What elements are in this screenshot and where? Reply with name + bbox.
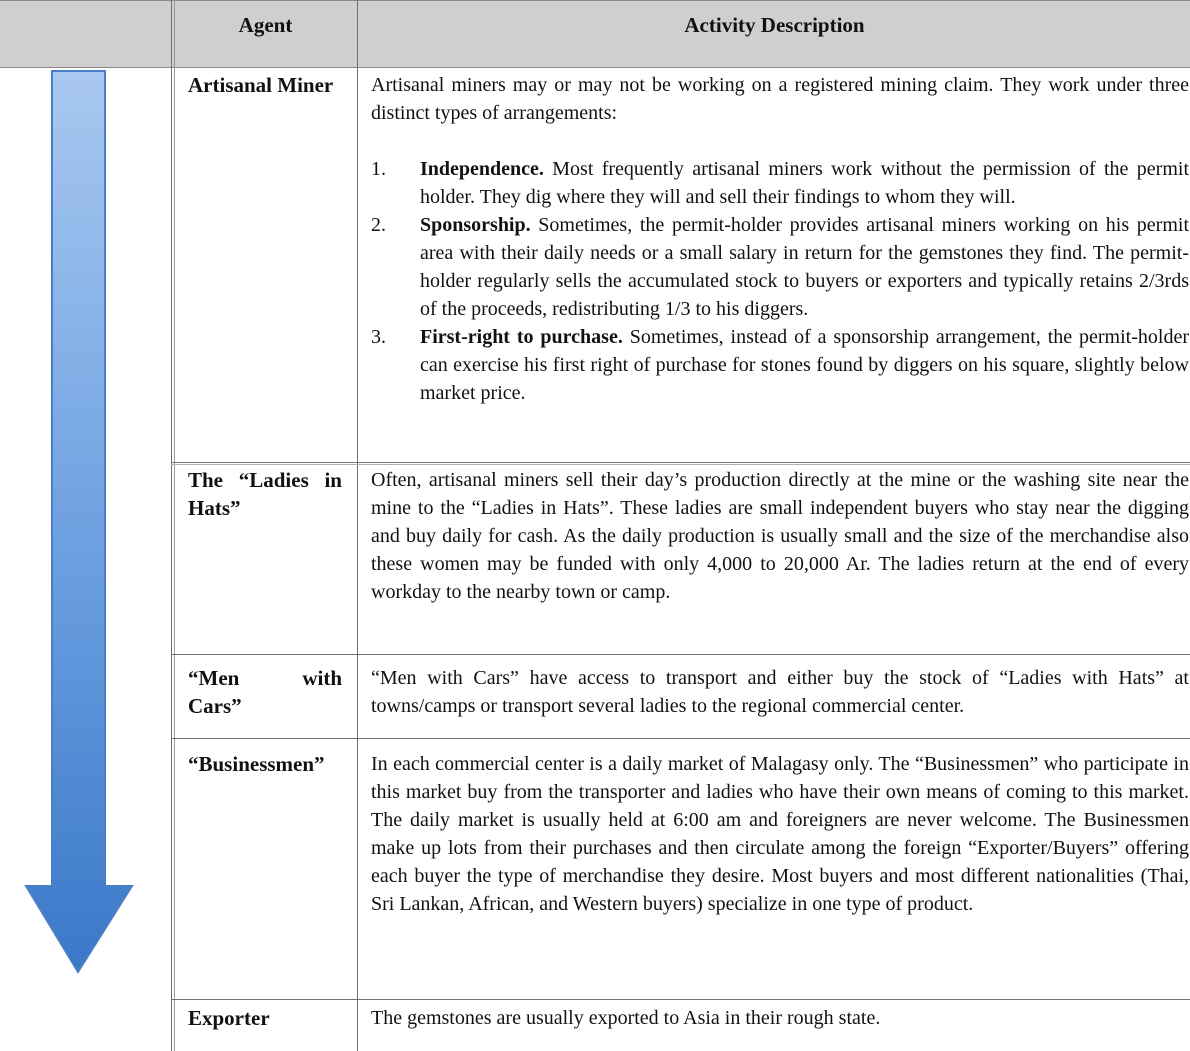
row-divider xyxy=(171,462,1190,465)
list-item-text: Sometimes, the permit-holder provides artisanal miners working on his permit area with their daily needs or a small salary in return for the gemstones they find. The permit-holder regularly sells the accumulated stock to buyers or exporters and typically retains 2/3rds of the proceeds, redistributing 1/3 to his diggers. xyxy=(420,214,1189,320)
agent-businessmen: “Businessmen” xyxy=(188,752,325,776)
row-divider xyxy=(171,654,1190,655)
header-agent: Agent xyxy=(238,13,293,37)
table-border-left-inner xyxy=(174,0,175,1051)
list-item-title: Independence. xyxy=(420,158,544,180)
agent-exporter: Exporter xyxy=(188,1006,270,1030)
list-item-title: Sponsorship. xyxy=(420,214,531,236)
artisanal-miner-intro: Artisanal miners may or may not be working on a registered mining claim. They work under three distinct types of arrangements: xyxy=(371,74,1189,124)
list-item-text: Most frequently artisanal miners work without the permission of the permit holder. They dig where they will and sell their findings to whom they will. xyxy=(420,158,1189,208)
table-column-divider xyxy=(357,0,358,1051)
table-border-left xyxy=(171,0,172,1051)
header-activity-description: Activity Description xyxy=(684,13,865,37)
list-number: 2. xyxy=(371,214,386,236)
list-number: 1. xyxy=(371,158,386,180)
agent-artisanal-miner: Artisanal Miner xyxy=(188,73,334,97)
agent-ladies-in-hats: The “Ladies in Hats” xyxy=(188,468,342,520)
row-ladies-in-hats-description: Often, artisanal miners sell their day’s production directly at the mine or the washing site near the mine to the “Ladies in Hats”. These ladies are small independent buyers who stay near the digging and buy daily for cash. As the daily production is usually small and the size of the merchandise also these women may be funded with only 4,000 to 20,000 Ar. The ladies return at the end of every workday to the nearby town or camp. xyxy=(371,469,1189,603)
row-men-with-cars-description: “Men with Cars” have access to transport and either buy the stock of “Ladies with Hats” at towns/camps or transport several ladies to the regional commercial center. xyxy=(371,667,1189,717)
list-item-text: Sometimes, instead of a sponsorship arrangement, the permit-holder can exercise his first right of purchase for stones found by diggers on his square, slightly below market price. xyxy=(420,326,1189,404)
list-number: 3. xyxy=(371,326,386,348)
list-item xyxy=(371,155,1189,211)
row-exporter-description: The gemstones are usually exported to Asia in their rough state. xyxy=(371,1007,881,1029)
row-artisanal-miner-description xyxy=(371,71,1189,407)
list-item-title: First-right to purchase. xyxy=(420,326,623,348)
agent-men-with-cars: “Men with Cars” xyxy=(188,666,342,718)
list-item xyxy=(371,211,1189,323)
row-businessmen-description: In each commercial center is a daily market of Malagasy only. The “Businessmen” who participate in this market buy from the transporter and ladies who have their own means of coming to this market. The daily market is usually held at 6:00 am and foreigners are never welcome. The Businessmen make up lots from their purchases and then circulate among the foreign “Exporter/Buyers” offering each buyer the type of merchandise they desire. Most buyers and most different nationalities (Thai, Sri Lankan, African, and Western buyers) specialize in one type of product. xyxy=(371,753,1189,915)
row-divider xyxy=(171,999,1190,1000)
down-arrow-icon xyxy=(20,69,140,974)
list-item xyxy=(371,323,1189,407)
row-divider xyxy=(171,738,1190,739)
arrangement-list xyxy=(371,155,1189,407)
